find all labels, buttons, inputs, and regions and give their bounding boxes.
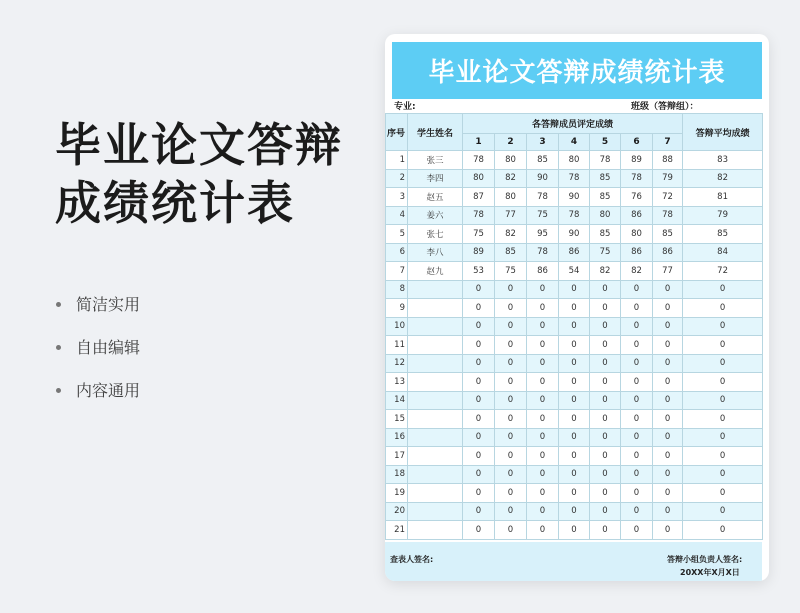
cell-seq: 17 [386,447,408,466]
cell-score: 80 [495,188,527,207]
cell-average: 72 [683,262,763,281]
table-row [386,428,763,447]
score-sheet [385,42,762,581]
cell-score: 0 [653,299,683,318]
cell-score: 82 [590,262,621,281]
cell-average: 0 [683,521,763,540]
cell-score: 0 [527,354,559,373]
feature-label: 内容通用 [76,380,141,400]
cell-score: 0 [527,410,559,429]
feature-label: 简洁实用 [76,294,141,314]
header-judge: 4 [559,134,590,151]
cell-score: 0 [559,410,590,429]
cell-score: 0 [527,521,559,540]
cell-score: 82 [621,262,653,281]
cell-average: 0 [683,391,763,410]
table-row [386,354,763,373]
cell-name [408,484,463,503]
cell-score: 75 [590,243,621,262]
feature-list [56,283,140,412]
cell-score: 0 [590,428,621,447]
cell-average: 0 [683,280,763,299]
cell-seq: 3 [386,188,408,207]
cell-score: 0 [527,484,559,503]
cell-score: 0 [590,280,621,299]
cell-score: 77 [653,262,683,281]
cell-score: 0 [495,447,527,466]
header-judge: 6 [621,134,653,151]
cell-score: 0 [653,354,683,373]
cell-score: 0 [653,484,683,503]
cell-seq: 18 [386,465,408,484]
bullet-dot-icon [56,388,61,393]
cell-score: 80 [621,225,653,244]
cell-score: 86 [621,243,653,262]
cell-score: 89 [463,243,495,262]
cell-seq: 13 [386,373,408,392]
cell-score: 0 [559,521,590,540]
cell-score: 0 [621,428,653,447]
cell-seq: 8 [386,280,408,299]
cell-score: 0 [495,280,527,299]
cell-average: 0 [683,336,763,355]
cell-score: 0 [527,502,559,521]
cell-score: 0 [590,502,621,521]
cell-average: 0 [683,428,763,447]
cell-seq: 10 [386,317,408,336]
cell-score: 0 [495,502,527,521]
header-seq: 序号 [386,114,408,151]
cell-seq: 4 [386,206,408,225]
cell-score: 78 [463,206,495,225]
cell-score: 0 [590,391,621,410]
cell-name [408,391,463,410]
table-row [386,188,763,207]
cell-name [408,373,463,392]
cell-score: 0 [621,410,653,429]
cell-score: 86 [621,206,653,225]
cell-score: 79 [653,169,683,188]
cell-score: 0 [590,373,621,392]
cell-score: 95 [527,225,559,244]
cell-name [408,502,463,521]
cell-score: 0 [590,317,621,336]
cell-average: 82 [683,169,763,188]
table-row [386,151,763,170]
info-row [385,99,762,113]
cell-score: 78 [527,188,559,207]
cell-score: 0 [463,391,495,410]
cell-average: 79 [683,206,763,225]
cell-seq: 7 [386,262,408,281]
cell-score: 54 [559,262,590,281]
cell-seq: 14 [386,391,408,410]
leader-signature-label: 答辩小组负责人签名: [667,554,743,564]
cell-score: 0 [559,447,590,466]
cell-score: 0 [463,447,495,466]
table-row [386,299,763,318]
cell-score: 0 [559,317,590,336]
cell-score: 0 [559,484,590,503]
cell-score: 0 [621,465,653,484]
cell-score: 0 [527,336,559,355]
header-judge: 3 [527,134,559,151]
cell-score: 78 [559,169,590,188]
cell-name [408,317,463,336]
table-row [386,243,763,262]
cell-score: 0 [621,373,653,392]
cell-average: 0 [683,447,763,466]
cell-score: 0 [495,391,527,410]
cell-name: 赵五 [408,188,463,207]
cell-score: 0 [463,465,495,484]
feature-item [56,369,140,412]
sheet-title: 毕业论文答辩成绩统计表 [392,42,762,99]
feature-item [56,283,140,326]
table-row [386,410,763,429]
cell-score: 0 [559,391,590,410]
cell-score: 80 [495,151,527,170]
cell-name [408,280,463,299]
cell-score: 75 [495,262,527,281]
cell-score: 0 [495,484,527,503]
cell-score: 0 [495,299,527,318]
header-judge: 1 [463,134,495,151]
hero-title-line-2: 成绩统计表 [55,176,295,230]
cell-score: 80 [463,169,495,188]
cell-score: 0 [495,354,527,373]
table-row [386,206,763,225]
cell-score: 0 [527,391,559,410]
table-body [386,151,763,540]
cell-score: 0 [653,447,683,466]
cell-score: 88 [653,151,683,170]
cell-score: 78 [463,151,495,170]
cell-score: 90 [527,169,559,188]
cell-score: 75 [527,206,559,225]
header-name: 学生姓名 [408,114,463,151]
cell-name [408,336,463,355]
cell-score: 0 [527,299,559,318]
hero-title-line-1: 毕业论文答辩 [55,118,343,172]
checker-signature-label: 查表人签名: [390,554,434,564]
cell-seq: 19 [386,484,408,503]
cell-score: 0 [653,465,683,484]
cell-score: 0 [495,410,527,429]
cell-score: 0 [621,484,653,503]
cell-score: 78 [559,206,590,225]
table-row [386,447,763,466]
table-row [386,169,763,188]
cell-score: 78 [653,206,683,225]
cell-seq: 21 [386,521,408,540]
table-row [386,484,763,503]
cell-score: 0 [559,280,590,299]
cell-seq: 15 [386,410,408,429]
cell-score: 0 [621,391,653,410]
cell-score: 0 [463,502,495,521]
cell-score: 90 [559,225,590,244]
cell-score: 0 [621,521,653,540]
cell-average: 84 [683,243,763,262]
cell-score: 0 [495,521,527,540]
cell-score: 0 [653,391,683,410]
cell-score: 82 [495,169,527,188]
cell-average: 0 [683,410,763,429]
cell-name: 赵九 [408,262,463,281]
cell-score: 0 [495,317,527,336]
cell-score: 0 [495,373,527,392]
cell-score: 89 [621,151,653,170]
cell-score: 0 [653,373,683,392]
sheet-date: 20XX年X月X日 [680,567,740,577]
cell-seq: 16 [386,428,408,447]
cell-score: 0 [621,447,653,466]
cell-seq: 5 [386,225,408,244]
cell-seq: 9 [386,299,408,318]
table-row [386,373,763,392]
cell-score: 0 [621,317,653,336]
cell-score: 0 [559,428,590,447]
cell-score: 0 [495,336,527,355]
feature-label: 自由编辑 [76,337,141,357]
cell-average: 0 [683,299,763,318]
table-row [386,317,763,336]
cell-score: 0 [653,280,683,299]
score-table [385,113,763,540]
cell-score: 85 [590,225,621,244]
cell-score: 85 [653,225,683,244]
cell-score: 78 [621,169,653,188]
table-row [386,391,763,410]
cell-average: 85 [683,225,763,244]
cell-score: 86 [559,243,590,262]
cell-score: 0 [590,447,621,466]
cell-score: 80 [590,206,621,225]
cell-average: 83 [683,151,763,170]
hero-title [55,116,343,232]
cell-average: 81 [683,188,763,207]
header-judges-group: 各答辩成员评定成绩 [463,114,683,134]
cell-name [408,410,463,429]
cell-score: 0 [590,410,621,429]
cell-score: 0 [653,521,683,540]
cell-score: 80 [559,151,590,170]
cell-score: 0 [653,428,683,447]
table-row [386,465,763,484]
cell-score: 0 [621,280,653,299]
cell-score: 0 [463,428,495,447]
cell-name: 姜六 [408,206,463,225]
cell-score: 0 [463,354,495,373]
header-average: 答辩平均成绩 [683,114,763,151]
spreadsheet-preview-card [385,34,769,581]
cell-score: 0 [590,521,621,540]
cell-score: 0 [590,336,621,355]
cell-score: 0 [653,410,683,429]
cell-score: 0 [590,354,621,373]
cell-score: 0 [653,502,683,521]
header-judge: 7 [653,134,683,151]
cell-score: 0 [527,373,559,392]
cell-score: 0 [559,354,590,373]
table-row [386,262,763,281]
cell-score: 0 [590,465,621,484]
cell-name [408,299,463,318]
cell-score: 85 [527,151,559,170]
cell-seq: 1 [386,151,408,170]
cell-name: 李八 [408,243,463,262]
cell-score: 0 [527,447,559,466]
cell-score: 53 [463,262,495,281]
cell-score: 0 [559,336,590,355]
bullet-dot-icon [56,302,61,307]
cell-average: 0 [683,317,763,336]
cell-score: 0 [559,299,590,318]
cell-score: 0 [463,484,495,503]
cell-score: 87 [463,188,495,207]
cell-score: 0 [559,502,590,521]
cell-seq: 11 [386,336,408,355]
cell-name [408,428,463,447]
major-label: 专业: [394,102,416,112]
header-judge: 5 [590,134,621,151]
cell-score: 0 [463,521,495,540]
cell-score: 86 [653,243,683,262]
table-row [386,502,763,521]
cell-score: 0 [463,373,495,392]
cell-score: 0 [527,317,559,336]
cell-score: 72 [653,188,683,207]
cell-score: 0 [463,336,495,355]
table-row [386,336,763,355]
cell-seq: 20 [386,502,408,521]
cell-score: 76 [621,188,653,207]
cell-name [408,354,463,373]
cell-score: 0 [621,502,653,521]
cell-score: 77 [495,206,527,225]
class-label: 班级（答辩组）： [631,102,699,112]
bullet-dot-icon [56,345,61,350]
cell-score: 0 [653,336,683,355]
table-row [386,225,763,244]
cell-score: 85 [590,188,621,207]
cell-average: 0 [683,465,763,484]
cell-score: 0 [527,428,559,447]
cell-score: 75 [463,225,495,244]
cell-score: 0 [590,484,621,503]
cell-score: 0 [495,428,527,447]
cell-average: 0 [683,502,763,521]
cell-score: 0 [463,280,495,299]
cell-score: 0 [621,299,653,318]
cell-average: 0 [683,484,763,503]
table-row [386,280,763,299]
cell-name: 张七 [408,225,463,244]
cell-name: 张三 [408,151,463,170]
cell-score: 0 [527,465,559,484]
cell-seq: 2 [386,169,408,188]
cell-name: 李四 [408,169,463,188]
cell-score: 0 [590,299,621,318]
cell-score: 86 [527,262,559,281]
cell-score: 0 [463,317,495,336]
cell-score: 0 [495,465,527,484]
cell-score: 78 [590,151,621,170]
sheet-footer [385,542,762,582]
cell-score: 0 [559,373,590,392]
feature-item [56,326,140,369]
cell-score: 0 [653,317,683,336]
cell-score: 78 [527,243,559,262]
cell-average: 0 [683,373,763,392]
cell-seq: 12 [386,354,408,373]
cell-score: 90 [559,188,590,207]
cell-score: 85 [590,169,621,188]
header-judge: 2 [495,134,527,151]
cell-score: 85 [495,243,527,262]
cell-name [408,521,463,540]
cell-score: 0 [463,410,495,429]
cell-score: 82 [495,225,527,244]
cell-seq: 6 [386,243,408,262]
cell-name [408,465,463,484]
cell-score: 0 [463,299,495,318]
cell-score: 0 [621,336,653,355]
cell-score: 0 [621,354,653,373]
cell-score: 0 [559,465,590,484]
table-row [386,521,763,540]
cell-name [408,447,463,466]
cell-score: 0 [527,280,559,299]
cell-average: 0 [683,354,763,373]
